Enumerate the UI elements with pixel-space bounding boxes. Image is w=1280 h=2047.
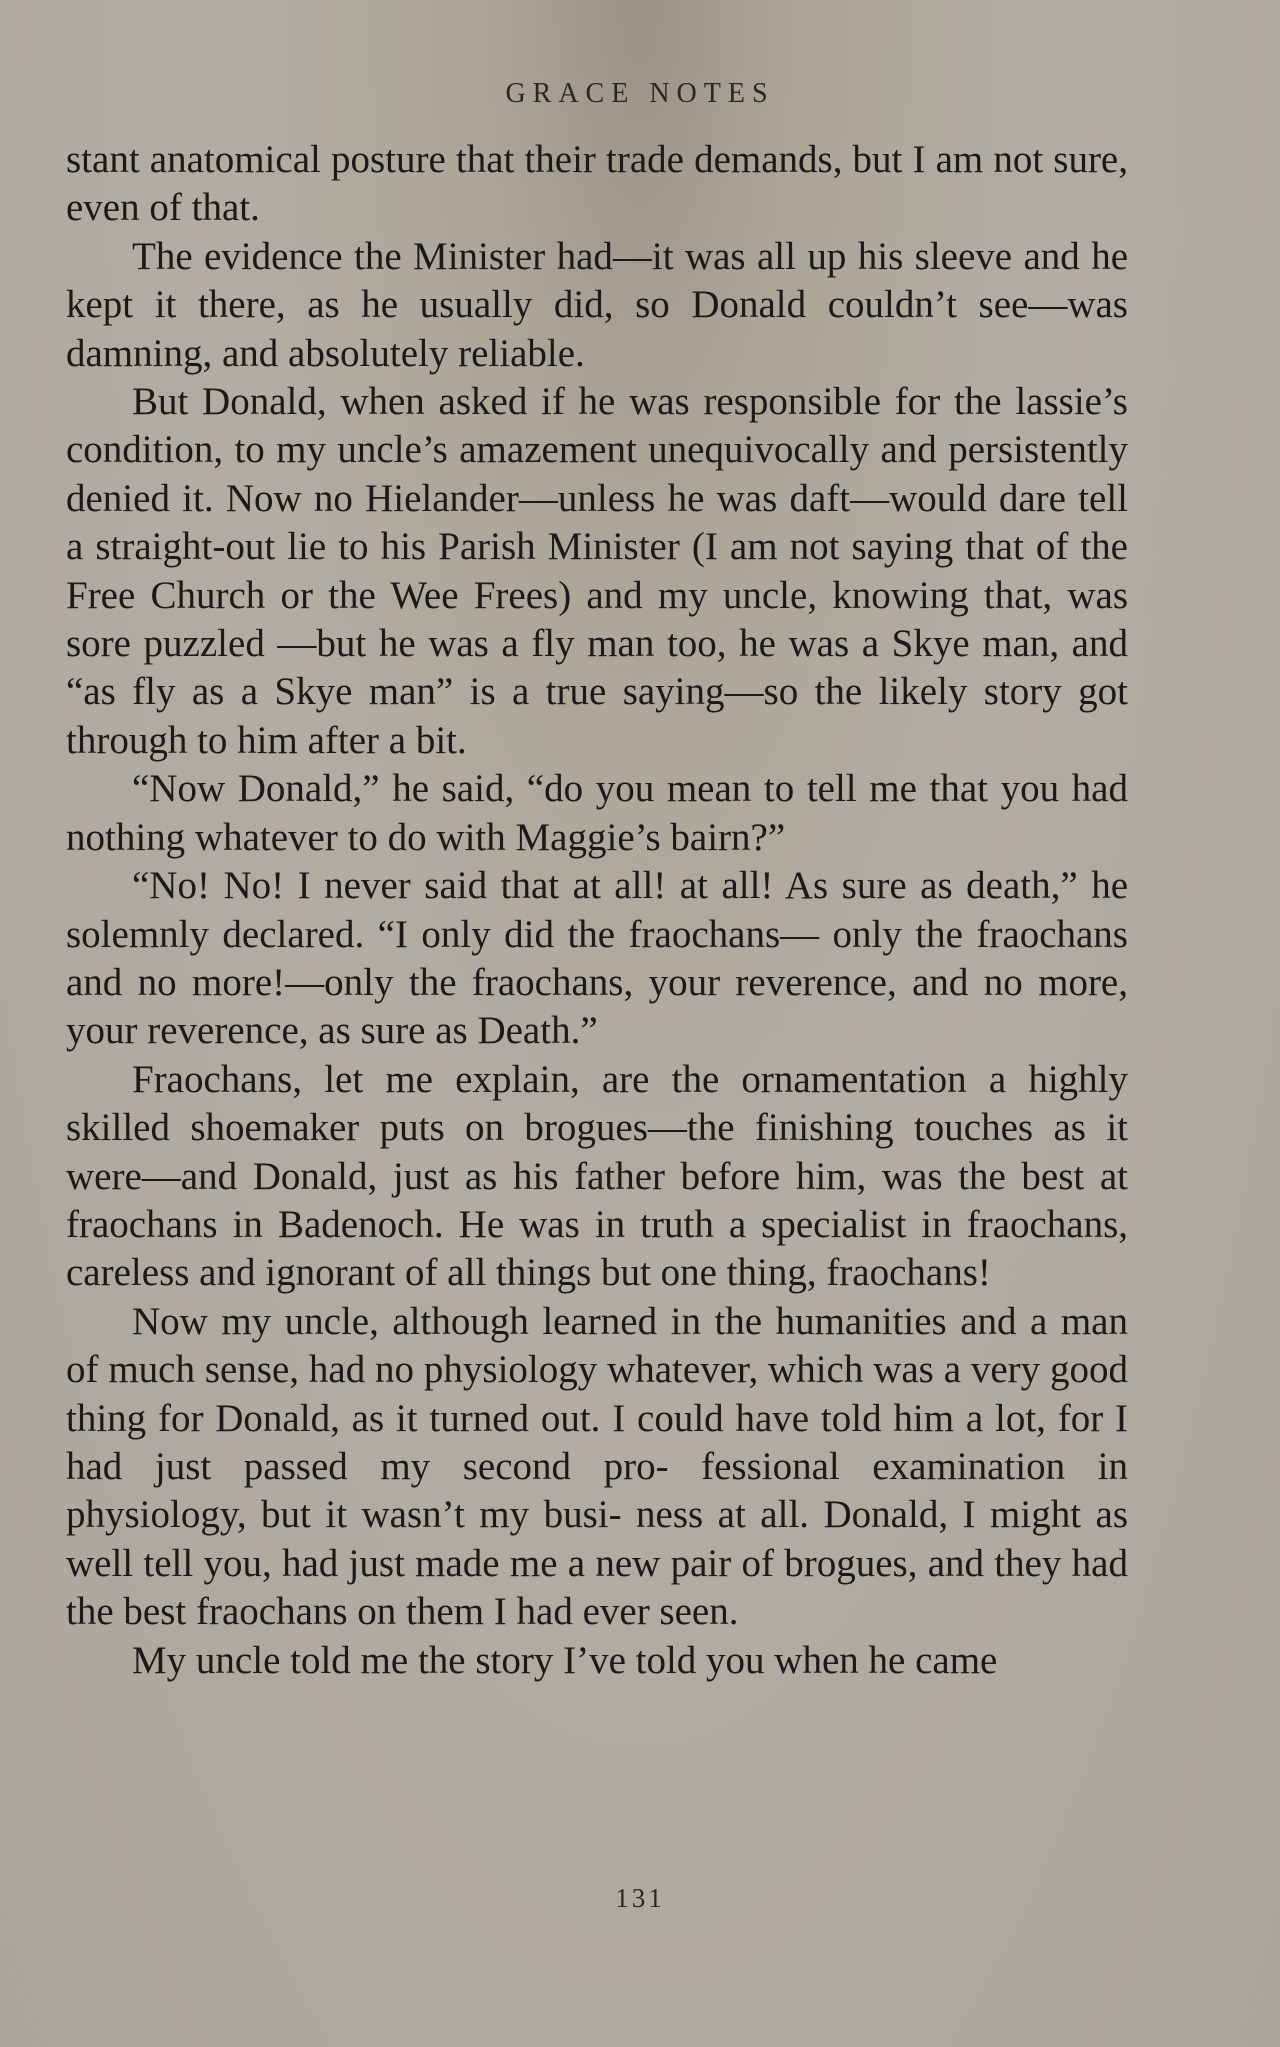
body-text [66, 136, 1128, 1685]
running-header-title: GRACE NOTES [505, 78, 775, 109]
paragraph: “No! No! I never said that at all! at all! As sure as death,” he solemnly declared. “I only did the fraochans— only the fraochans and no more!—only the fraochans, your reverence, and no more, your reverence, as sure as Death.” [66, 864, 1128, 1053]
paragraph: Fraochans, let me explain, are the ornamentation a highly skilled shoemaker puts on brogues—the finishing touches as it were—and Donald, just as his father before him, was the best at fraochans in Badenoch. He was in truth a specialist in fraochans, careless and ignorant of all things but one thing, fraochans! [66, 1057, 1128, 1295]
page-number: 131 [615, 1883, 665, 1913]
paragraph: Now my uncle, although learned in the humanities and a man of much sense, had no physiology whatever, which was a very good thing for Donald, as it turned out. I could have told him a lot, for I had just passed my second pro‑ fessional examination in physiology, but it wasn’t my busi‑ ness at all. Donald, I might as well tell you, had just made me a new pair of brogues, and they had the best fraochans on them I had ever seen. [66, 1299, 1128, 1634]
paragraph: The evidence the Minister had—it was all up his sleeve and he kept it there, as he usually did, so Donald couldn’t see—was damning, and absolutely reliable. [66, 234, 1128, 375]
paragraph: “Now Donald,” he said, “do you mean to tell me that you had nothing whatever to do with Maggie’s bairn?” [66, 767, 1128, 859]
paragraph: My uncle told me the story I’ve told you when he came [132, 1638, 998, 1682]
paragraph: But Donald, when asked if he was responsible for the lassie’s condition, to my uncle’s amazement unequivocally and persistently denied it. Now no Hielander—unless he was daft—would dare tell a straight-out lie to his Parish Minister (I am not saying that of the Free Church or the Wee Frees) and my uncle, knowing that, was sore puzzled —but he was a fly man too, he was a Skye man, and “as fly as a Skye man” is a true saying—so the likely story got through to him after a bit. [66, 380, 1128, 762]
paragraph-continued: stant anatomical posture that their trade demands, but I am not sure, even of that. [66, 138, 1128, 230]
